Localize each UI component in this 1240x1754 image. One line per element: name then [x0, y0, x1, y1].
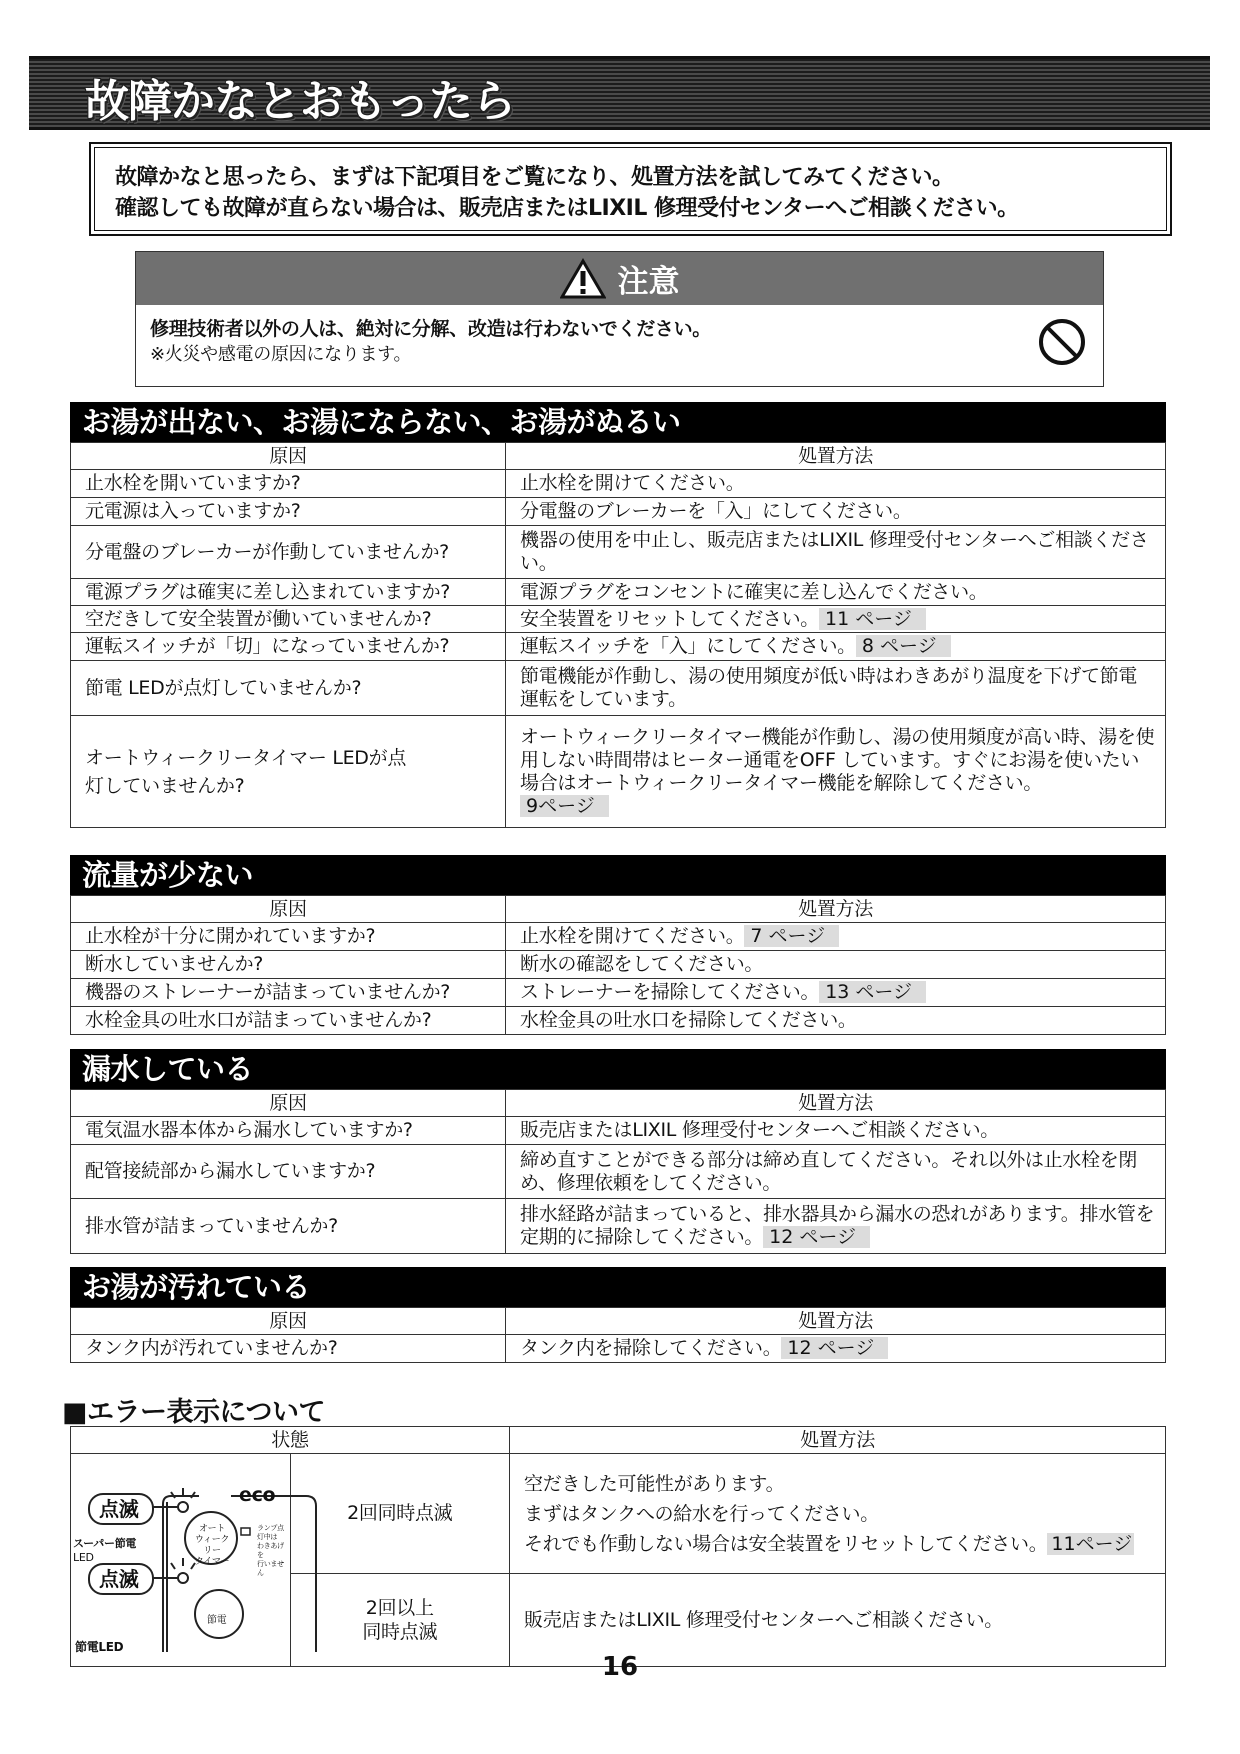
setsuden-button: 節電	[207, 1615, 227, 1626]
table-row	[71, 1145, 1166, 1199]
state-cell: 2回以上 同時点滅	[290, 1574, 510, 1667]
action-header: 処置方法	[506, 896, 1166, 923]
table-header-row	[71, 443, 1166, 470]
page-reference-link[interactable]: 12 ページ	[781, 1337, 888, 1359]
troubleshoot-table	[70, 895, 1166, 1035]
table-row	[71, 498, 1166, 526]
action-cell: 運転スイッチを「入」にしてください。 8 ページ	[506, 633, 1166, 661]
lamp-note: ランプ点灯中は わきあげを 行いません	[257, 1524, 284, 1577]
action-cell: 止水栓を開けてください。	[506, 470, 1166, 498]
table-row	[71, 526, 1166, 579]
cause-cell: 運転スイッチが「切」になっていませんか?	[71, 633, 506, 661]
action-cell: 分電盤のブレーカーを「入」にしてください。	[506, 498, 1166, 526]
cause-header: 原因	[71, 896, 506, 923]
action-cell: 節電機能が作動し、湯の使用頻度が低い時はわきあがり温度を下げて節電運転をしています。	[506, 661, 1166, 716]
error-table	[70, 1426, 1166, 1667]
cause-cell: オートウィークリータイマー LEDが点灯していませんか?	[71, 716, 506, 828]
cause-cell: 止水栓が十分に開かれていますか?	[71, 923, 506, 951]
action-header: 処置方法	[506, 443, 1166, 470]
cause-cell: 断水していませんか?	[71, 951, 506, 979]
page-reference-link[interactable]: 11 ページ	[819, 608, 926, 630]
action-cell: 水栓金具の吐水口を掃除してください。	[506, 1007, 1166, 1035]
cause-header: 原因	[71, 1090, 506, 1117]
action-cell: 販売店またはLIXIL 修理受付センターへご相談ください。	[506, 1117, 1166, 1145]
table-row	[71, 1199, 1166, 1254]
cause-cell: 電源プラグは確実に差し込まれていますか?	[71, 579, 506, 606]
action-header: 処置方法	[506, 1090, 1166, 1117]
action-cell: 販売店またはLIXIL 修理受付センターへご相談ください。	[510, 1574, 1166, 1667]
intro-box	[89, 142, 1172, 236]
page-reference-link[interactable]: 9ページ	[520, 795, 609, 817]
error-table-container	[70, 1426, 1166, 1667]
caution-note: ※火災や感電の原因になります。	[150, 344, 412, 365]
action-header: 処置方法	[510, 1427, 1166, 1454]
troubleshoot-table	[70, 442, 1166, 828]
table-header-row	[71, 1090, 1166, 1117]
caution-box	[135, 251, 1104, 387]
action-cell: タンク内を掃除してください。 12 ページ	[506, 1335, 1166, 1363]
table-row	[71, 1117, 1166, 1145]
section-title: 漏水している	[70, 1049, 1166, 1089]
troubleshoot-table	[70, 1307, 1166, 1363]
page-reference-link[interactable]: 12 ページ	[763, 1226, 870, 1248]
cause-cell: 配管接続部から漏水していますか?	[71, 1145, 506, 1199]
table-row	[71, 1007, 1166, 1035]
led-panel-illustration	[71, 1454, 291, 1667]
page-reference-link[interactable]: 8 ページ	[856, 635, 951, 657]
warning-triangle-icon	[560, 258, 606, 300]
state-header: 状態	[71, 1427, 510, 1454]
table-header-row	[71, 896, 1166, 923]
caution-title: 注意	[617, 264, 680, 300]
action-cell: 空だきした可能性があります。 まずはタンクへの給水を行ってください。 それでも作動しない場合は安全装置をリセットしてください。 11ページ	[510, 1454, 1166, 1574]
cause-cell: 止水栓を開いていますか?	[71, 470, 506, 498]
error-section-title: ■エラー表示について	[62, 1397, 325, 1428]
super-setsuden-label: スーパー節電	[73, 1537, 137, 1550]
state-cell: 2回同時点滅	[290, 1454, 510, 1574]
action-cell: 安全装置をリセットしてください。 11 ページ	[506, 606, 1166, 633]
table-header-row	[71, 1308, 1166, 1335]
action-cell: 排水経路が詰まっていると、排水器具から漏水の恐れがあります。排水管を定期的に掃除してください。 12 ページ	[506, 1199, 1166, 1254]
super-setsuden-led-label: LED	[73, 1551, 94, 1564]
section-low-flow	[70, 855, 1166, 1035]
cause-cell: 分電盤のブレーカーが作動していませんか?	[71, 526, 506, 579]
table-row	[71, 716, 1166, 828]
table-row	[71, 1335, 1166, 1363]
eco-label: eco	[239, 1484, 276, 1506]
page-reference-link[interactable]: 7 ページ	[744, 925, 839, 947]
action-cell: 機器の使用を中止し、販売店またはLIXIL 修理受付センターへご相談ください。	[506, 526, 1166, 579]
cause-header: 原因	[71, 1308, 506, 1335]
action-cell: 止水栓を開けてください。 7 ページ	[506, 923, 1166, 951]
table-row	[71, 579, 1166, 606]
page-reference-link[interactable]: 11ページ	[1047, 1533, 1134, 1555]
intro-line-1: 故障かなと思ったら、まずは下記項目をご覧になり、処置方法を試してみてください。	[115, 165, 954, 190]
cause-cell: 水栓金具の吐水口が詰まっていませんか?	[71, 1007, 506, 1035]
table-row	[71, 606, 1166, 633]
cause-cell: 電気温水器本体から漏水していますか?	[71, 1117, 506, 1145]
action-cell: オートウィークリータイマー機能が作動し、湯の使用頻度が高い時、湯を使用しない時間帯はヒーター通電をOFF しています。すぐにお湯を使いたい場合はオートウィークリータイマー機能を解除してください。 9ページ	[506, 716, 1166, 828]
auto-weekly-timer-button: オート ウィークリー タイマー	[194, 1524, 230, 1567]
action-cell: ストレーナーを掃除してください。 13 ページ	[506, 979, 1166, 1007]
intro-line-2: 確認しても故障が直らない場合は、販売店またはLIXIL 修理受付センターへご相談ください。	[115, 196, 1019, 221]
cause-cell: 元電源は入っていますか?	[71, 498, 506, 526]
table-row	[71, 923, 1166, 951]
cause-cell: タンク内が汚れていませんか?	[71, 1335, 506, 1363]
action-cell: 締め直すことができる部分は締め直してください。それ以外は止水栓を閉め、修理依頼をしてください。	[506, 1145, 1166, 1199]
table-header-row	[71, 1427, 1166, 1454]
page-header-banner	[29, 56, 1210, 130]
page-number: 16	[601, 1652, 639, 1682]
section-no-hot-water	[70, 402, 1166, 828]
section-title: お湯が出ない、お湯にならない、お湯がぬるい	[70, 402, 1166, 442]
prohibition-icon	[1037, 317, 1087, 367]
caution-header	[136, 252, 1103, 305]
table-row	[71, 633, 1166, 661]
cause-cell: 節電 LEDが点灯していませんか?	[71, 661, 506, 716]
section-title: 流量が少ない	[70, 855, 1166, 895]
action-header: 処置方法	[506, 1308, 1166, 1335]
cause-cell: 空だきして安全装置が働いていませんか?	[71, 606, 506, 633]
setsuden-led-label: 節電LED	[75, 1640, 124, 1654]
page-title: 故障かなとおもったら	[85, 76, 515, 127]
cause-header: 原因	[71, 443, 506, 470]
table-row	[71, 470, 1166, 498]
table-row	[71, 661, 1166, 716]
action-cell: 断水の確認をしてください。	[506, 951, 1166, 979]
table-row	[71, 979, 1166, 1007]
section-dirty-water	[70, 1267, 1166, 1363]
action-cell: 電源プラグをコンセントに確実に差し込んでください。	[506, 579, 1166, 606]
section-title: お湯が汚れている	[70, 1267, 1166, 1307]
table-row	[71, 951, 1166, 979]
section-water-leak	[70, 1049, 1166, 1254]
page-reference-link[interactable]: 13 ページ	[819, 981, 926, 1003]
cause-cell: 機器のストレーナーが詰まっていませんか?	[71, 979, 506, 1007]
table-row	[71, 1454, 1166, 1574]
blink-label-1: 点滅	[99, 1497, 139, 1521]
caution-text: 修理技術者以外の人は、絶対に分解、改造は行わないでください。	[150, 318, 712, 340]
cause-cell: 排水管が詰まっていませんか?	[71, 1199, 506, 1254]
blink-label-2: 点滅	[99, 1567, 139, 1591]
troubleshoot-table	[70, 1089, 1166, 1254]
